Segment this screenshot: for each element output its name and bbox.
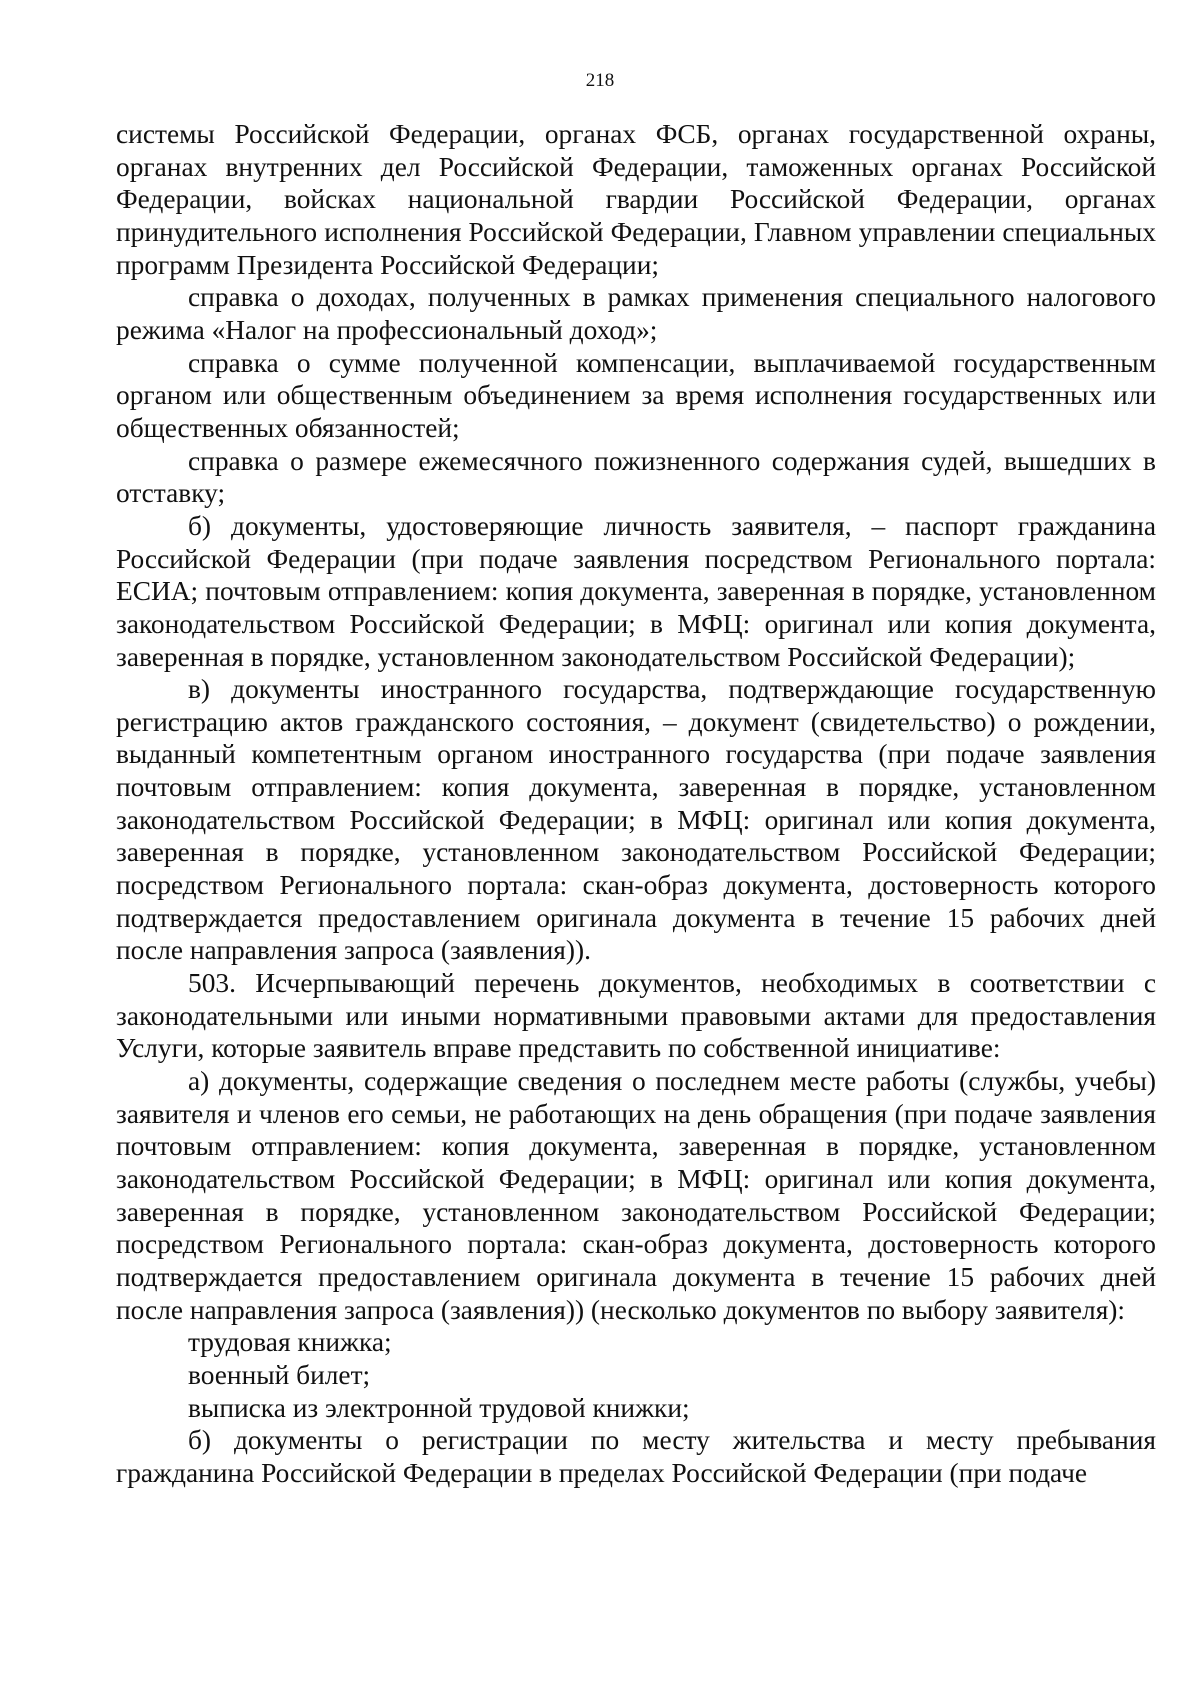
paragraph-income-certificate: справка о доходах, полученных в рамках применения специального налогового режима «Налог на профессиональный доход»; (116, 282, 1156, 345)
page-number: 218 (585, 70, 615, 91)
paragraph-compensation-certificate: справка о сумме полученной компенсации, выплачиваемой государственным органом или общественным объединением за время исполнения государственных или общественных обязанностей; (116, 347, 1156, 443)
paragraph-identity-documents: б) документы, удостоверяющие личность заявителя, – паспорт гражданина Российской Федерации (при подаче заявления посредством Регионального портала: ЕСИА; почтовым отправлением: копия документа, заверенная в порядке, установленном законодательством Российской Федерации; в МФЦ: оригинал или копия документа, заверенная в порядке, установленном законодательством Российской Федерации); (116, 510, 1156, 672)
paragraph-foreign-documents: в) документы иностранного государства, подтверждающие государственную регистрацию актов гражданского состояния, – документ (свидетельство) о рождении, выданный компетентным органом иностранного государства (при подаче заявления почтовым отправлением: копия документа, заверенная в порядке, установленном законодательством Российской Федерации; в МФЦ: оригинал или копия документа, заверенная в порядке, установленном законодательством Российской Федерации; посредством Регионального портала: скан-образ документа, достоверность которого подтверждается предоставлением оригинала документа в течение 15 рабочих дней после направления запроса (заявления)). (116, 674, 1156, 966)
paragraph-continuation: системы Российской Федерации, органах ФСБ, органах государственной охраны, органах внутренних дел Российской Федерации, таможенных органах Российской Федерации, войсках национальной гвардии Российской Федерации, органах принудительного исполнения Российской Федерации, Главном управлении специальных программ Президента Российской Федерации; (116, 119, 1156, 280)
list-item-electronic-work-book: выписка из электронной трудовой книжки; (188, 1392, 690, 1423)
list-item-military-id: военный билет; (188, 1359, 371, 1390)
paragraph-registration-documents: б) документы о регистрации по месту жительства и месту пребывания гражданина Российской Федерации в пределах Российской Федерации (при подаче (116, 1425, 1156, 1488)
paragraph-judges-allowance: справка о размере ежемесячного пожизненного содержания судей, вышедших в отставку; (116, 445, 1156, 509)
paragraph-clause-503: 503. Исчерпывающий перечень документов, необходимых в соответствии с законодательными или иными нормативными правовыми актами для предоставления Услуги, которые заявитель вправе представить по собственной инициативе: (116, 968, 1156, 1064)
list-item-work-book: трудовая книжка; (188, 1327, 392, 1358)
document-body (116, 118, 1156, 1490)
paragraph-employment-documents: а) документы, содержащие сведения о последнем месте работы (службы, учебы) заявителя и членов его семьи, не работающих на день обращения (при подаче заявления почтовым отправлением: копия документа, заверенная в порядке, установленном законодательством Российской Федерации; в МФЦ: оригинал или копия документа, заверенная в порядке, установленном законодательством Российской Федерации; посредством Регионального портала: скан-образ документа, достоверность которого подтверждается предоставлением оригинала документа в течение 15 рабочих дней после направления запроса (заявления)) (несколько документов по выбору заявителя): (116, 1066, 1156, 1325)
